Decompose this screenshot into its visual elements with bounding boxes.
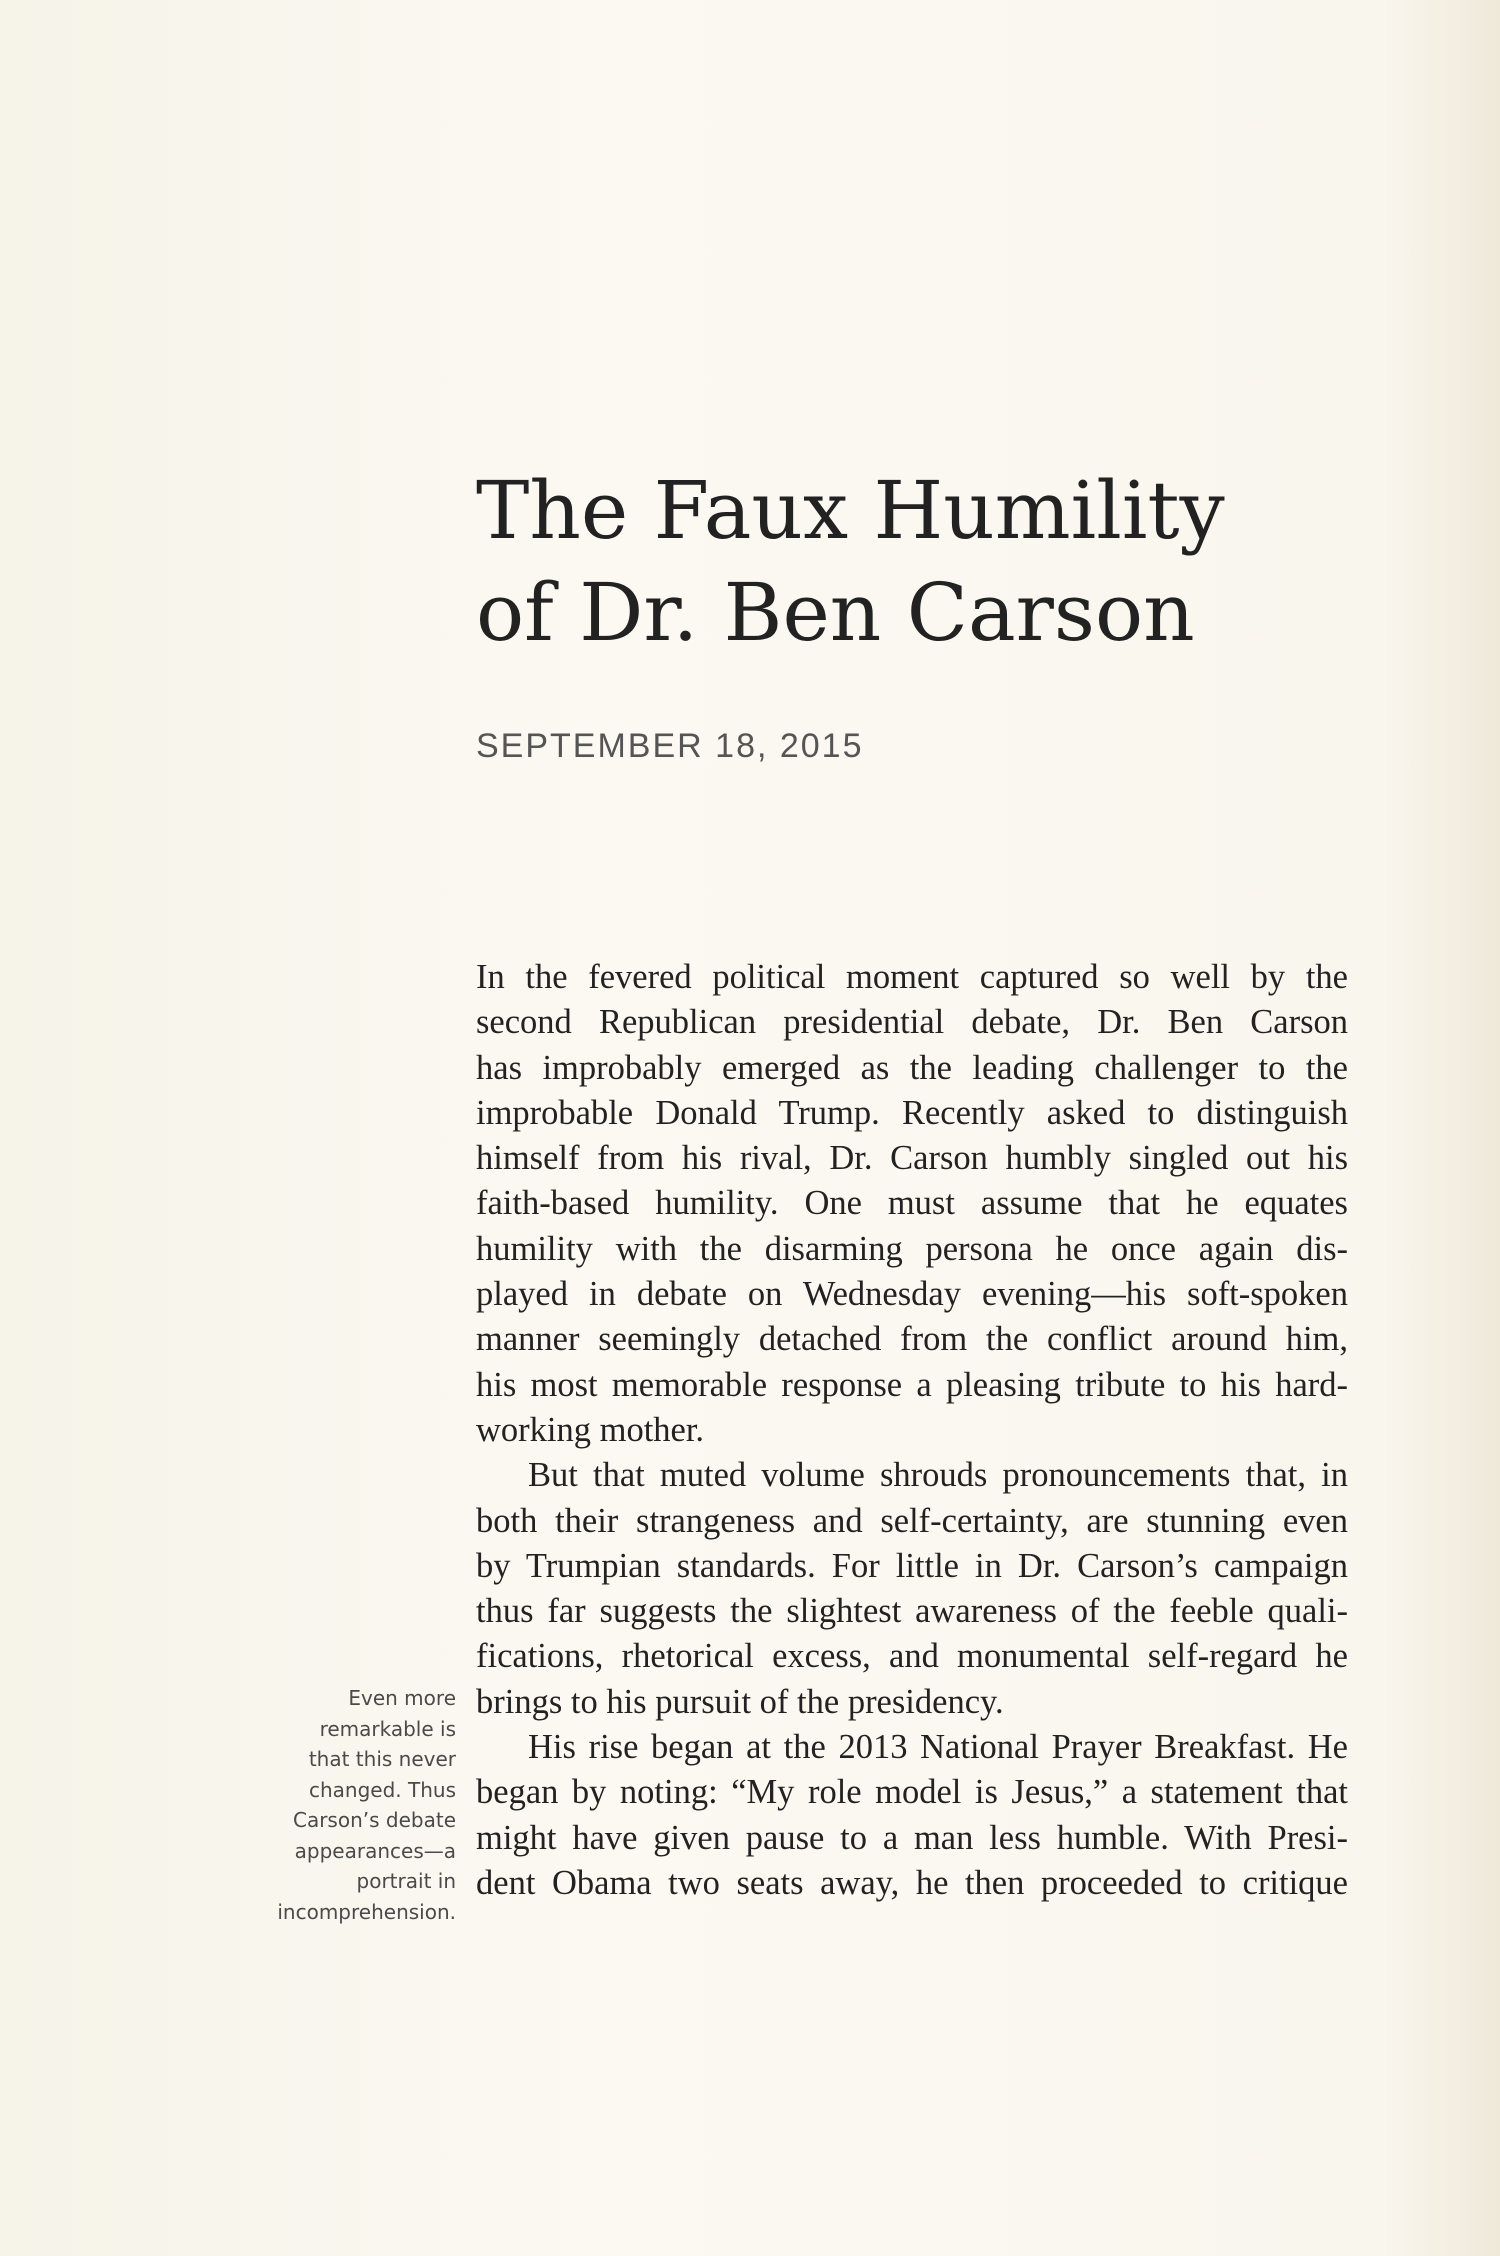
body-line: But that muted volume shrouds pronouncements that, in (528, 1456, 1348, 1495)
body-line: began by noting: “My role model is Jesus,” a statement that (476, 1773, 1348, 1812)
body-line: faith-based humility. One must assume that he equates (476, 1184, 1348, 1223)
body-line: manner seemingly detached from the conflict around him, (476, 1320, 1348, 1359)
body-line: both their strangeness and self-certainty, are stunning even (476, 1501, 1348, 1540)
body-text (476, 955, 1348, 1906)
chapter-date: SEPTEMBER 18, 2015 (476, 727, 864, 765)
body-line: thus far suggests the slightest awareness of the feeble quali- (476, 1592, 1348, 1631)
margin-pullquote (200, 1683, 456, 1927)
pullquote-line: Even more (348, 1686, 456, 1710)
body-line: fications, rhetorical excess, and monumental self-regard he (476, 1637, 1348, 1676)
body-line: played in debate on Wednesday evening—his soft-spoken (476, 1275, 1348, 1314)
body-line: his most memorable response a pleasing tribute to his hard- (476, 1365, 1348, 1404)
body-line: dent Obama two seats away, he then proceeded to critique (476, 1863, 1348, 1902)
body-line: His rise began at the 2013 National Prayer Breakfast. He (528, 1728, 1348, 1767)
body-line: himself from his rival, Dr. Carson humbly singled out his (476, 1139, 1348, 1178)
pullquote-line: changed. Thus (308, 1777, 456, 1802)
pullquote-line: appearances—a (294, 1838, 456, 1863)
body-line: In the fevered political moment captured so well by the (476, 958, 1348, 996)
body-line: brings to his pursuit of the presidency. (476, 1682, 1004, 1721)
body-line: improbable Donald Trump. Recently asked to distinguish (476, 1093, 1348, 1132)
chapter-title (476, 460, 1376, 664)
body-line: by Trumpian standards. For little in Dr. Carson’s campaign (476, 1546, 1348, 1585)
pullquote-line: remarkable is (319, 1716, 456, 1741)
chapter-title-line-2: of Dr. Ben Carson (476, 566, 1195, 659)
pullquote-line: portrait in (356, 1869, 456, 1893)
pullquote-line: that this never (308, 1747, 456, 1771)
body-line: might have given pause to a man less humble. With Presi- (476, 1818, 1348, 1857)
pullquote-line: Carson’s debate (292, 1808, 456, 1832)
body-line: humility with the disarming persona he once again dis- (476, 1229, 1348, 1268)
body-line: second Republican presidential debate, Dr. Ben Carson (476, 1003, 1348, 1042)
body-line: has improbably emerged as the leading challenger to the (476, 1048, 1348, 1087)
chapter-title-line-1: The Faux Humility (476, 464, 1225, 557)
pullquote-line: incomprehension. (277, 1899, 456, 1924)
body-line: working mother. (476, 1410, 705, 1449)
